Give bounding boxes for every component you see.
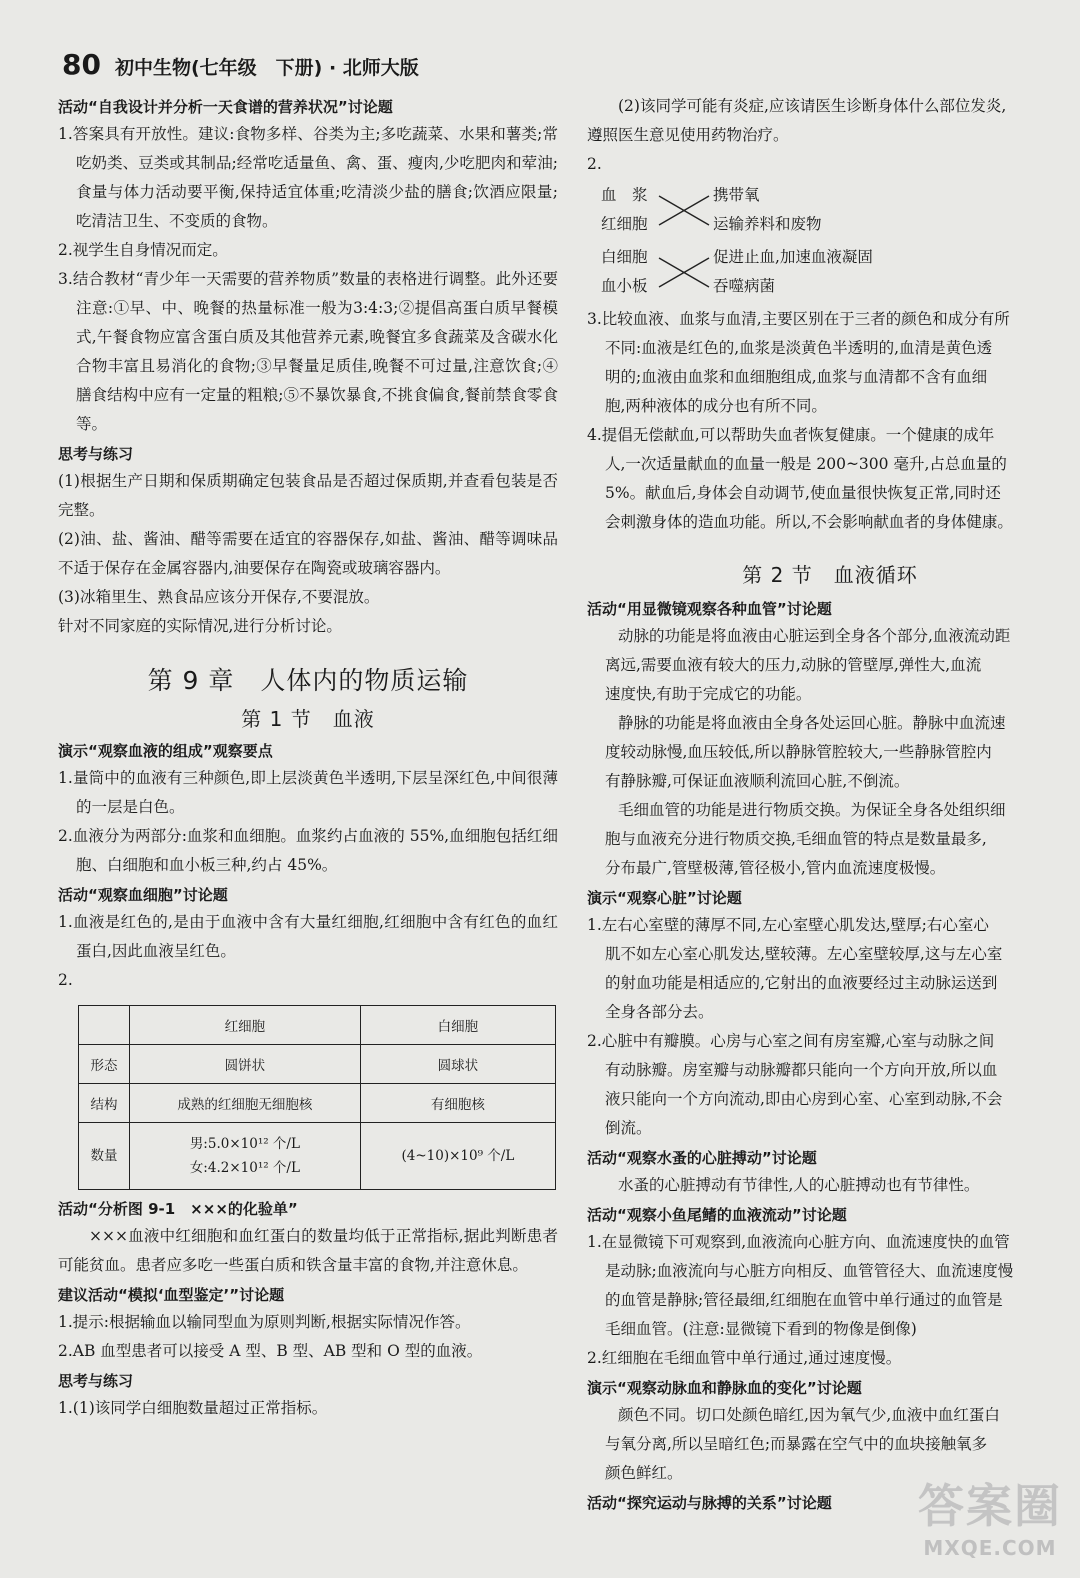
- count-female: 女:4.2×10¹² 个/L: [189, 1160, 300, 1176]
- r4-line: 4.提倡无偿献血,可以帮助失血者恢复健康。一个健康的成年: [587, 426, 995, 444]
- blood-type-2: 2.AB 血型患者可以接受 A 型、B 型、AB 型和 O 型的血液。: [58, 1342, 483, 1360]
- heart-2-line: 液只能向一个方向流动,即由心房到心室、心室到动脉,不会: [605, 1090, 1003, 1108]
- fish-1-line: 毛细血管。(注意:显微镜下看到的物像是倒像): [605, 1320, 917, 1338]
- match-right-transport: 运输养料和废物: [713, 215, 822, 233]
- answer-3: 3.结合教材“青少年一天需要的营养物质”数量的表格进行调整。此外还要注意:①早、中、晚餐的热量标准一般为3:4:3;②提倡高蛋白质早餐模式,午餐食物应富含蛋白质及其他营养元素,晚餐宜多食蔬菜及含碳水化合物丰富且易消化的食物;③早餐量足质佳,晚餐不可过量,注意饮食;④膳食结构中应有一定量的粗粮;⑤不暴饮暴食,不挑食偏食,餐前禁食零食等。: [58, 270, 558, 433]
- heart-2-line: 倒流。: [605, 1119, 652, 1137]
- watermark-url: MXQE.COM: [923, 1536, 1057, 1560]
- heading-vessels: 活动“用显微镜观察各种血管”讨论题: [587, 600, 832, 618]
- left-column: [58, 92, 558, 1423]
- exercise-2: (2)油、盐、酱油、醋等需要在适宜的容器保存,如盐、酱油、醋等调味品不适于保存在金属容器内,油要保存在陶瓷或玻璃容器内。: [58, 530, 558, 577]
- r0-line: (2)该同学可能有炎症,应该请医生诊断身体什么部位发炎,: [618, 97, 1007, 115]
- table-row-label: 结构: [79, 1084, 130, 1123]
- heart-2-line: 2.心脏中有瓣膜。心房与心室之间有房室瓣,心室与动脉之间: [587, 1032, 995, 1050]
- heading-exercise-2: 思考与练习: [58, 1372, 134, 1390]
- table-row-label: 数量: [79, 1123, 130, 1190]
- heading-pulse: 活动“探究运动与脉搏的关系”讨论题: [587, 1494, 832, 1512]
- answer-1: 1.答案具有开放性。建议:食物多样、谷类为主;多吃蔬菜、水果和薯类;常吃奶类、豆类或其制品;经常吃适量鱼、禽、蛋、瘦肉,少吃肥肉和荤油;食量与体力活动要平衡,保持适宜体重;吃清淡少盐的膳食;饮酒应限量;吃清洁卫生、不变质的食物。: [58, 125, 558, 230]
- table-cell: (4~10)×10⁹ 个/L: [360, 1123, 555, 1190]
- artery-line: 动脉的功能是将血液由心脏运到全身各个部分,血液流动距: [618, 627, 1011, 645]
- table-cell: 圆球状: [360, 1045, 555, 1084]
- blood-type-1: 1.提示:根据输血以输同型血为原则判断,根据实际情况作答。: [58, 1313, 471, 1331]
- r3-line: 明的;血液由血浆和血细胞组成,血浆与血清都不含有血细: [605, 368, 988, 386]
- answer-2: 2.视学生自身情况而定。: [58, 241, 228, 259]
- heading-blood-composition: 演示“观察血液的组成”观察要点: [58, 742, 273, 760]
- fish-1-line: 是动脉;血液流向与心脏方向相反、血管管径大、血流速度慢: [605, 1262, 1014, 1280]
- heart-2-line: 有动脉瓣。房室瓣与动脉瓣都只能向一个方向开放,所以血: [605, 1061, 998, 1079]
- capillary-line: 毛细血管的功能是进行物质交换。为保证全身各处组织细: [618, 801, 1006, 819]
- cells-1: 1.血液是红色的,是由于血液中含有大量红细胞,红细胞中含有红色的血红蛋白,因此血液呈红色。: [58, 913, 558, 960]
- capillary-line: 分布最广,管壁极薄,管径极小,管内血流速度极慢。: [605, 859, 946, 877]
- table-header-red: 红细胞: [130, 1006, 361, 1045]
- heart-1-line: 1.左右心室壁的薄厚不同,左心室壁心肌发达,壁厚;右心室心: [587, 916, 989, 934]
- table-header-white: 白细胞: [360, 1006, 555, 1045]
- heading-blood-type: 建议活动“模拟‘血型鉴定’”讨论题: [58, 1286, 285, 1304]
- lab-report-text: ×××血液中红细胞和血红蛋白的数量均低于正常指标,据此判断患者可能贫血。患者应多吃一些蛋白质和铁含量丰富的食物,并注意休息。: [58, 1227, 558, 1274]
- cells-2-label: 2.: [58, 971, 73, 989]
- book-title: 初中生物(七年级 下册) · 北师大版: [114, 57, 419, 79]
- capillary-line: 胞与血液充分进行物质交换,毛细血管的特点是数量最多,: [605, 830, 987, 848]
- r0-line: 遵照医生意见使用药物治疗。: [587, 126, 789, 144]
- blood-color-line: 与氧分离,所以呈暗红色;而暴露在空气中的血块接触氧多: [605, 1435, 988, 1453]
- match-left-platelet: 血小板: [601, 277, 648, 295]
- item-2-label: 2.: [587, 155, 602, 173]
- exercise-note: 针对不同家庭的实际情况,进行分析讨论。: [58, 617, 342, 635]
- match-right-clotting: 促进止血,加速血液凝固: [713, 248, 873, 266]
- watermark-logo: [918, 1470, 1062, 1560]
- daphnia-text: 水蚤的心脏搏动有节律性,人的心脏搏动也有节律性。: [618, 1176, 980, 1194]
- composition-1: 1.量筒中的血液有三种颜色,即上层淡黄色半透明,下层呈深红色,中间很薄的一层是白色。: [58, 769, 558, 816]
- match-right-phagocytosis: 吞噬病菌: [713, 277, 776, 295]
- heading-diet-activity: 活动“自我设计并分析一天食谱的营养状况”讨论题: [58, 98, 393, 116]
- match-left-wbc: 白细胞: [601, 248, 648, 266]
- vein-line: 静脉的功能是将血液由全身各处运回心脏。静脉中血流速: [618, 714, 1006, 732]
- right-column: [587, 92, 1073, 1516]
- artery-line: 离远,需要血液有较大的压力,动脉的管壁厚,弹性大,血流: [605, 656, 982, 674]
- table-cell: 圆饼状: [130, 1045, 361, 1084]
- table-row-label: 形态: [79, 1045, 130, 1084]
- page-header: [62, 48, 419, 82]
- match-left-rbc: 红细胞: [601, 215, 648, 233]
- r4-line: 人,一次适量献血的血量一般是 200~300 毫升,占总血量的: [605, 455, 1007, 473]
- heading-arterial-venous: 演示“观察动脉血和静脉血的变化”讨论题: [587, 1379, 862, 1397]
- table-cell: [130, 1123, 361, 1190]
- artery-line: 速度快,有助于完成它的功能。: [605, 685, 812, 703]
- heart-1-line: 肌不如左心室心肌发达,壁较薄。左心室壁较厚,这与左心室: [605, 945, 1003, 963]
- heading-blood-cells: 活动“观察血细胞”讨论题: [58, 886, 228, 904]
- watermark-mark: 答案圈: [918, 1479, 1062, 1533]
- heart-1-line: 全身各部分去。: [605, 1003, 714, 1021]
- heading-lab-report: 活动“分析图 9-1 ×××的化验单”: [58, 1200, 298, 1218]
- match-left-plasma: 血 浆: [601, 186, 648, 204]
- match-right-oxygen: 携带氧: [713, 186, 760, 204]
- r4-line: 5%。献血后,身体会自动调节,使血量很快恢复正常,同时还: [605, 484, 1001, 502]
- heading-daphnia: 活动“观察水蚤的心脏搏动”讨论题: [587, 1149, 817, 1167]
- r3-line: 胞,两种液体的成分也有所不同。: [605, 397, 827, 415]
- table-cell: 有细胞核: [360, 1084, 555, 1123]
- r3-line: 不同:血液是红色的,血浆是淡黄色半透明的,血清是黄色透: [605, 339, 993, 357]
- blood-cell-table: [78, 1005, 556, 1190]
- exercise-1: (1)根据生产日期和保质期确定包装食品是否超过保质期,并查看包装是否完整。: [58, 472, 558, 519]
- table-cell: 成熟的红细胞无细胞核: [130, 1084, 361, 1123]
- r4-line: 会刺激身体的造血功能。所以,不会影响献血者的身体健康。: [605, 513, 1013, 531]
- exercise-answer-1: 1.(1)该同学白细胞数量超过正常指标。: [58, 1399, 328, 1417]
- vein-line: 度较动脉慢,血压较低,所以静脉管腔较大,一些静脉管腔内: [605, 743, 992, 761]
- heading-exercise: 思考与练习: [58, 445, 134, 463]
- composition-2: 2.血液分为两部分:血浆和血细胞。血浆约占血液的 55%,血细胞包括红细胞、白细胞和血小板三种,约占 45%。: [58, 827, 558, 874]
- section-title-circulation: 第 2 节 血液循环: [742, 563, 918, 587]
- heading-fish-tail: 活动“观察小鱼尾鳍的血液流动”讨论题: [587, 1206, 847, 1224]
- r3-line: 3.比较血液、血浆与血清,主要区别在于三者的颜色和成分有所: [587, 310, 1010, 328]
- exercise-3: (3)冰箱里生、熟食品应该分开保存,不要混放。: [58, 588, 380, 606]
- heading-heart: 演示“观察心脏”讨论题: [587, 889, 742, 907]
- table-corner: [79, 1006, 130, 1045]
- matching-diagram: [593, 181, 893, 303]
- vein-line: 有静脉瓣,可保证血液顺利流回心脏,不倒流。: [605, 772, 910, 790]
- blood-color-line: 颜色不同。切口处颜色暗红,因为氧气少,血液中血红蛋白: [618, 1406, 1000, 1424]
- heart-1-line: 的射血功能是相适应的,它射出的血液要经过主动脉运送到: [605, 974, 998, 992]
- chapter-title: 第 9 章 人体内的物质运输: [147, 666, 469, 695]
- page-number: 80: [62, 48, 101, 81]
- fish-2: 2.红细胞在毛细血管中单行通过,通过速度慢。: [587, 1349, 902, 1367]
- fish-1-line: 1.在显微镜下可观察到,血液流向心脏方向、血流速度快的血管: [587, 1233, 1010, 1251]
- section-title-blood: 第 1 节 血液: [241, 707, 375, 731]
- fish-1-line: 的血管是静脉;管径最细,红细胞在血管中单行通过的血管是: [605, 1291, 1003, 1309]
- count-male: 男:5.0×10¹² 个/L: [189, 1136, 300, 1152]
- blood-color-line: 颜色鲜红。: [605, 1464, 683, 1482]
